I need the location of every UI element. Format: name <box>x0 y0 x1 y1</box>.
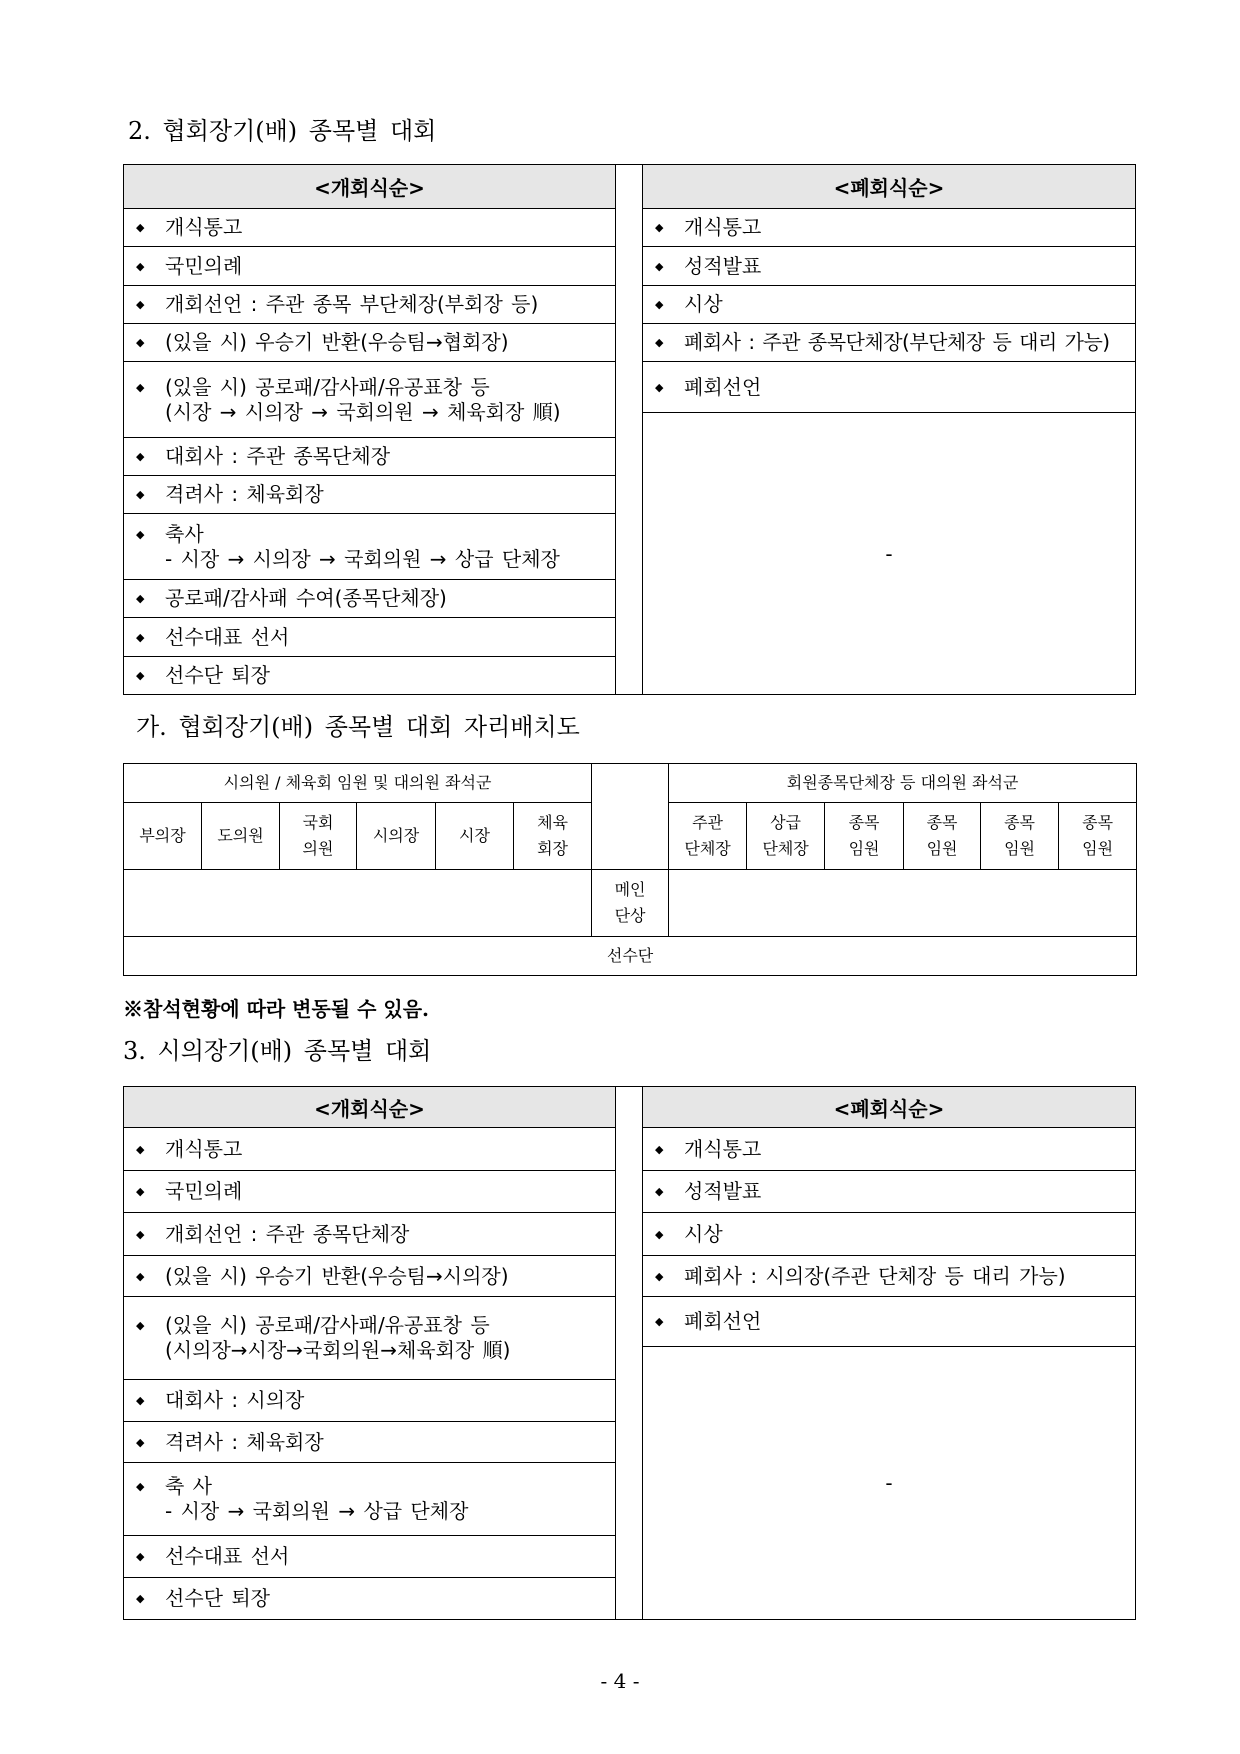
diamond-bullet-icon: ◆ <box>655 221 664 234</box>
opening-item <box>124 1578 615 1619</box>
opening-item-text: 격려사 : 체육회장 <box>165 1429 324 1454</box>
closing-item <box>643 1256 1135 1297</box>
opening-item-text: 개식통고 <box>165 215 243 239</box>
diamond-bullet-icon: ◆ <box>655 336 663 349</box>
opening-item <box>124 1256 615 1297</box>
closing-item <box>643 1297 1135 1347</box>
opening-item-text: 대회사 : 주관 종목단체장 <box>165 444 391 468</box>
opening-item-subtext: (시장 → 시의장 → 국회의원 → 체육회장 順) <box>165 399 561 424</box>
table-spacer-column <box>615 165 643 694</box>
diamond-bullet-icon: ◆ <box>136 630 145 644</box>
section-heading: 3. 시의장기(배) 종목별 대회 <box>123 1037 432 1065</box>
ceremony-order-table <box>123 164 1136 695</box>
closing-order-header: <폐회식순> <box>643 1087 1135 1128</box>
opening-item <box>124 1297 615 1380</box>
diamond-bullet-icon: ◆ <box>136 1394 145 1407</box>
closing-item <box>643 1171 1135 1213</box>
closing-item-text: 성적발표 <box>684 1179 762 1203</box>
seat-cell: 종목 임원 <box>1059 803 1137 870</box>
diamond-bullet-icon: ◆ <box>136 1319 145 1332</box>
opening-item-text: 선수대표 선서 <box>165 624 290 649</box>
opening-item <box>124 324 615 362</box>
opening-item-text: 공로패/감사패 수여(종목단체장) <box>165 586 447 610</box>
opening-item-text: 국민의례 <box>165 253 243 278</box>
opening-item-text: 격려사 : 체육회장 <box>165 482 324 506</box>
right-empty-area <box>669 870 1137 937</box>
diamond-bullet-icon: ◆ <box>136 1435 145 1449</box>
seat-cell: 부의장 <box>124 803 202 870</box>
diamond-bullet-icon: ◆ <box>136 259 145 273</box>
opening-item-text: (있을 시) 우승기 반환(우승팀→협회장) <box>165 330 509 354</box>
closing-order-column <box>643 1087 1135 1619</box>
closing-item <box>643 1213 1135 1256</box>
diamond-bullet-icon: ◆ <box>136 488 145 501</box>
opening-item-text: (있을 시) 공로패/감사패/유공표창 등 <box>165 1313 490 1337</box>
attendance-note: ※참석현황에 따라 변동될 수 있음. <box>123 997 429 1021</box>
diamond-bullet-icon: ◆ <box>655 1142 664 1156</box>
opening-item <box>124 1463 615 1536</box>
opening-item-text: 개회선언 : 주관 종목단체장 <box>165 1221 410 1246</box>
opening-item <box>124 618 615 657</box>
main-stage-cell: 메인 단상 <box>592 870 669 937</box>
left-seat-group-header: 시의원 / 체육회 임원 및 대의원 좌석군 <box>124 764 592 803</box>
closing-item <box>643 209 1135 247</box>
diamond-bullet-icon: ◆ <box>136 1269 145 1283</box>
opening-item <box>124 209 615 247</box>
opening-item <box>124 1422 615 1463</box>
seat-cell: 체육 회장 <box>514 803 592 870</box>
diamond-bullet-icon: ◆ <box>136 336 145 349</box>
seating-heading: 가. 협회장기(배) 종목별 대회 자리배치도 <box>136 713 580 741</box>
seat-cell: 도의원 <box>202 803 280 870</box>
diamond-bullet-icon: ◆ <box>655 259 664 273</box>
table-spacer-column <box>615 1087 643 1619</box>
seat-cell: 종목 임원 <box>825 803 904 870</box>
opening-item-text: (있을 시) 우승기 반환(우승팀→시의장) <box>165 1263 509 1288</box>
seat-cell: 상급 단체장 <box>747 803 825 870</box>
diamond-bullet-icon: ◆ <box>136 669 145 682</box>
opening-item-text: 국민의례 <box>165 1179 243 1203</box>
page-number: - 4 - <box>600 1669 640 1693</box>
diamond-bullet-icon: ◆ <box>655 380 664 394</box>
opening-item <box>124 476 615 514</box>
opening-item-text: 개식통고 <box>165 1136 243 1161</box>
opening-item-subtext: - 시장 → 국회의원 → 상급 단체장 <box>165 1499 469 1523</box>
closing-item-text: 폐회사 : 시의장(주관 단체장 등 대리 가능) <box>684 1263 1066 1288</box>
opening-item-text: (있을 시) 공로패/감사패/유공표창 등 <box>165 374 490 399</box>
opening-item <box>124 514 615 580</box>
opening-item <box>124 657 615 694</box>
diamond-bullet-icon: ◆ <box>136 1227 145 1241</box>
diamond-bullet-icon: ◆ <box>136 1142 145 1156</box>
closing-item-text: 시상 <box>684 1221 723 1246</box>
right-seat-group-header: 회원종목단체장 등 대의원 좌석군 <box>669 764 1137 803</box>
diamond-bullet-icon: ◆ <box>136 298 145 311</box>
seating-chart-table <box>123 763 1137 976</box>
closing-item <box>643 286 1135 324</box>
closing-item <box>643 362 1135 413</box>
diamond-bullet-icon: ◆ <box>136 380 145 394</box>
diamond-bullet-icon: ◆ <box>136 1185 145 1198</box>
diamond-bullet-icon: ◆ <box>655 1185 664 1198</box>
opening-item-text: 축 사 <box>165 1474 212 1498</box>
opening-item <box>124 1171 615 1213</box>
opening-item-text: 축사 <box>165 521 204 546</box>
closing-item-text: 폐회사 : 주관 종목단체장(부단체장 등 대리 가능) <box>684 330 1110 354</box>
seat-cell: 종목 임원 <box>904 803 981 870</box>
opening-item-subtext: - 시장 → 시의장 → 국회의원 → 상급 단체장 <box>165 546 560 571</box>
opening-item-text: 선수대표 선서 <box>165 1544 290 1568</box>
opening-item <box>124 438 615 476</box>
diamond-bullet-icon: ◆ <box>655 1227 664 1241</box>
section-heading: 2. 협회장기(배) 종목별 대회 <box>128 117 437 145</box>
diamond-bullet-icon: ◆ <box>655 298 664 311</box>
opening-order-header: <개회식순> <box>124 165 615 209</box>
opening-item-text: 선수단 퇴장 <box>165 663 270 687</box>
closing-item-text: 시상 <box>684 292 723 316</box>
opening-item <box>124 1213 615 1256</box>
empty-mark: - <box>885 1471 893 1495</box>
diamond-bullet-icon: ◆ <box>136 221 145 234</box>
opening-item-subtext: (시의장→시장→국회의원→체육회장 順) <box>165 1338 511 1362</box>
opening-item-text: 대회사 : 시의장 <box>165 1388 305 1412</box>
opening-item <box>124 580 615 618</box>
center-empty-cell <box>592 764 669 870</box>
opening-item-text: 개회선언 : 주관 종목 부단체장(부회장 등) <box>165 292 539 316</box>
opening-item <box>124 362 615 438</box>
opening-item <box>124 1536 615 1578</box>
closing-item <box>643 324 1135 362</box>
diamond-bullet-icon: ◆ <box>136 592 145 605</box>
closing-item-text: 폐회선언 <box>684 374 762 399</box>
empty-cell <box>643 1347 1135 1619</box>
diamond-bullet-icon: ◆ <box>136 1592 145 1605</box>
left-empty-area <box>124 870 592 937</box>
opening-item <box>124 1128 615 1171</box>
opening-order-header: <개회식순> <box>124 1087 615 1128</box>
closing-order-header: <폐회식순> <box>643 165 1135 209</box>
closing-item-text: 개식통고 <box>684 215 762 239</box>
empty-cell <box>643 413 1135 694</box>
athletes-area: 선수단 <box>124 937 1137 976</box>
opening-item-text: 선수단 퇴장 <box>165 1586 270 1610</box>
seat-cell: 시의장 <box>357 803 436 870</box>
seat-cell: 시장 <box>436 803 514 870</box>
diamond-bullet-icon: ◆ <box>136 527 145 541</box>
ceremony-order-table <box>123 1086 1136 1620</box>
diamond-bullet-icon: ◆ <box>136 1480 145 1493</box>
opening-item <box>124 286 615 324</box>
empty-mark: - <box>885 541 893 566</box>
closing-order-column <box>643 165 1135 694</box>
seat-cell: 국회 의원 <box>280 803 357 870</box>
closing-item <box>643 1128 1135 1171</box>
diamond-bullet-icon: ◆ <box>136 450 145 463</box>
seat-cell: 종목 임원 <box>981 803 1059 870</box>
closing-item-text: 폐회선언 <box>684 1309 762 1333</box>
diamond-bullet-icon: ◆ <box>655 1269 664 1283</box>
diamond-bullet-icon: ◆ <box>655 1315 664 1328</box>
opening-item <box>124 1380 615 1422</box>
closing-item <box>643 247 1135 286</box>
seat-cell: 주관 단체장 <box>669 803 747 870</box>
opening-order-column <box>124 165 615 694</box>
opening-order-column <box>124 1087 615 1619</box>
closing-item-text: 성적발표 <box>684 253 762 278</box>
opening-item <box>124 247 615 286</box>
closing-item-text: 개식통고 <box>684 1136 762 1161</box>
diamond-bullet-icon: ◆ <box>136 1550 145 1563</box>
